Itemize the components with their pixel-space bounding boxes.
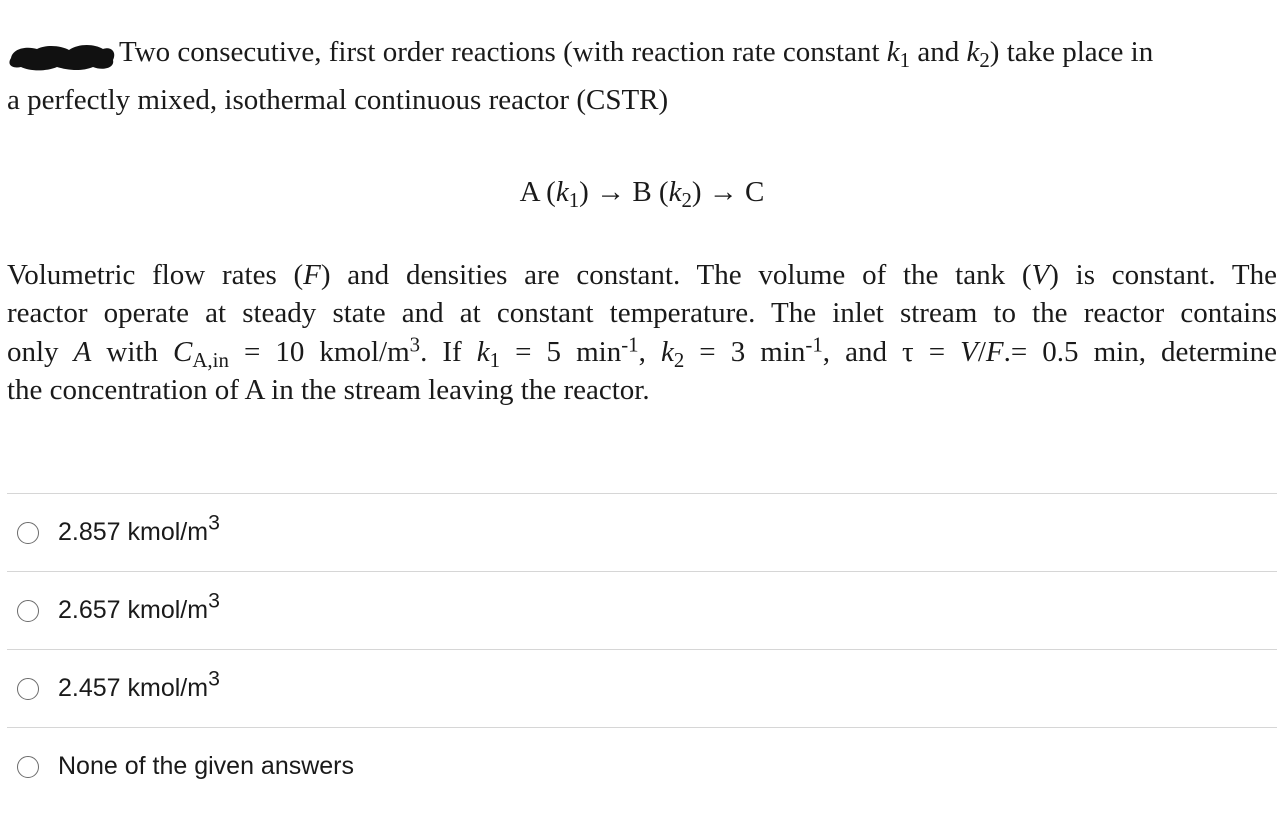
paragraph-line-2: reactor operate at steady state and at constant temperature. The inlet stream to the reactor contains	[7, 297, 1277, 329]
answer-options	[7, 493, 1277, 805]
radio-button[interactable]	[17, 600, 39, 622]
option-label: 2.657 kmol/$m^3$	[58, 588, 220, 624]
reaction-equation: A $(k_1) \to B$ $(k_2) \to C$	[519, 176, 765, 212]
option-label: 2.857 kmol/$m^3$	[58, 510, 220, 546]
question-line-2: a perfectly mixed, isothermal continuous reactor (CSTR)	[7, 84, 669, 116]
radio-button[interactable]	[17, 522, 39, 544]
paragraph-line-3: only A with $C_{A,in} = 10$ kmol/$m^3$. If $k_1 = 5$ $\min^{-1}$, $k_2 = 3$ $\min^{-1}$, and τ = V/F.= 0.5 min, determine	[7, 332, 1277, 372]
option-3[interactable]	[7, 649, 1277, 727]
paragraph-line-4: the concentration of A in the stream leaving the reactor.	[7, 374, 650, 406]
option-label: 2.457 kmol/$m^3$	[58, 666, 220, 702]
paragraph-line-1: Volumetric flow rates (F) and densities are constant. The volume of the tank (V) is constant. The	[7, 259, 1277, 291]
question-line-1: Two consecutive, first order reactions (with reaction rate constant $k_1$ and $k_2$) take place in	[119, 36, 1154, 72]
redaction-blob	[7, 40, 117, 72]
radio-button[interactable]	[17, 678, 39, 700]
option-4[interactable]	[7, 727, 1277, 805]
radio-button[interactable]	[17, 756, 39, 778]
option-1[interactable]	[7, 493, 1277, 571]
option-label: None of the given answers	[58, 752, 355, 780]
option-2[interactable]	[7, 571, 1277, 649]
